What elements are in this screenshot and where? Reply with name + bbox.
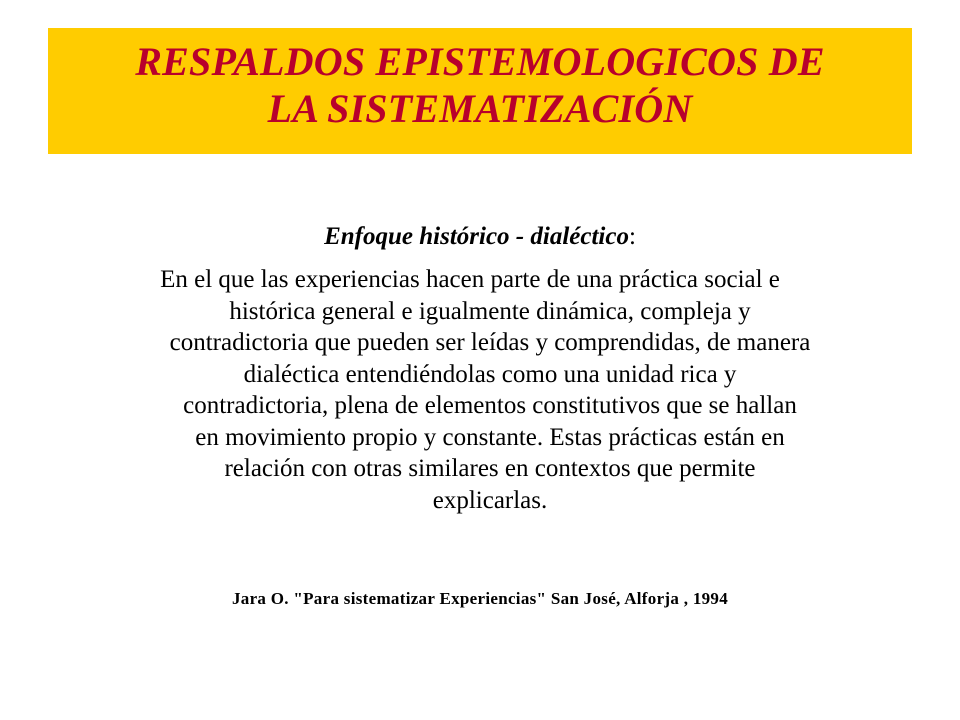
body-line: relación con otras similares en contextos que permite <box>224 455 756 482</box>
body-paragraph <box>80 264 900 516</box>
body-line: en movimiento propio y constante. Estas prácticas están en <box>195 423 785 451</box>
body-line: contradictoria que pueden ser leídas y comprendidas, de manera <box>169 329 811 356</box>
title-banner <box>48 28 912 154</box>
subtitle-suffix: : <box>628 223 636 250</box>
body-line: explicarlas. <box>432 486 548 514</box>
section-subtitle <box>0 220 960 254</box>
title-line-1: RESPALDOS EPISTEMOLOGICOS DE <box>135 39 825 84</box>
body-line: En el que las experiencias hacen parte de una práctica social e <box>160 266 780 293</box>
citation: Jara O. "Para sistematizar Experiencias" San José, Alforja , 1994 <box>231 589 729 608</box>
body-line: dialéctica entendiéndolas como una unidad rica y <box>243 360 737 388</box>
body-line: contradictoria, plena de elementos constitutivos que se hallan <box>183 392 797 419</box>
subtitle-emphasis: Enfoque histórico - dialéctico <box>324 223 629 250</box>
body-line: histórica general e igualmente dinámica, compleja y <box>229 297 751 325</box>
title-line-2: LA SISTEMATIZACIÓN <box>267 86 693 131</box>
